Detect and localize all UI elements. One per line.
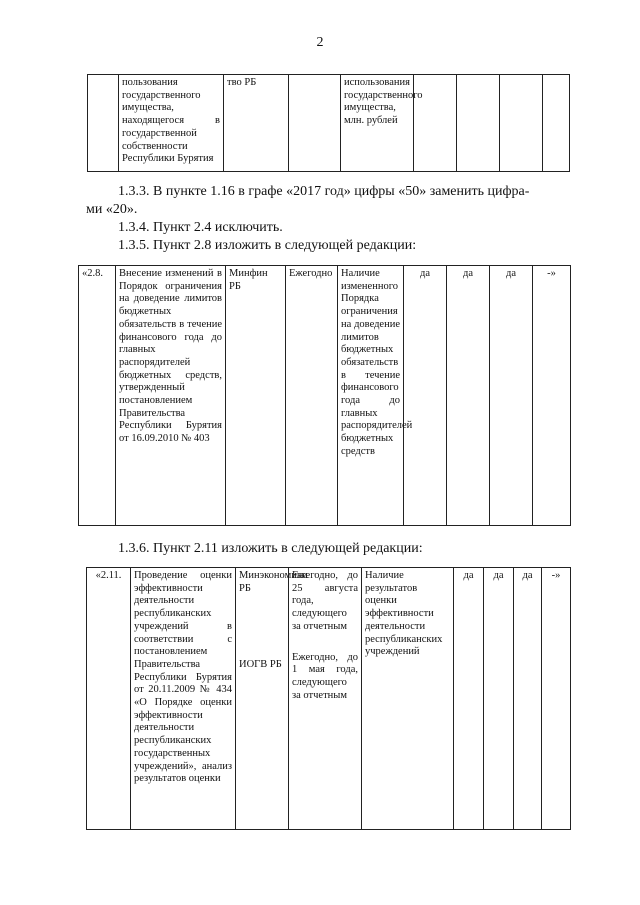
paragraph-1-3-3-line2: ми «20».: [86, 202, 138, 217]
term-primary: Ежегодно, до 25 августа года, следующего за отчетным: [292, 570, 358, 632]
executor-primary: Минэкономики РБ: [239, 570, 308, 594]
page-number: 2: [316, 35, 324, 50]
cell-executor: Минфин РБ: [226, 266, 286, 526]
paragraph-1-3-6: 1.3.6. Пункт 2.11 изложить в следующей редакции:: [118, 541, 423, 556]
cell-value-2: да: [447, 266, 490, 526]
cell-name: Проведение оценки эффективности деятельности республиканских учреждений в соответствии с постановлением Правительства Республики Бурятия от 20.11.2009 № 434 «О Порядке оценки эффективности деятельности республиканских государственных учреждений», анализ результатов оценки: [131, 568, 236, 830]
cell-name: Внесение изменений в Порядок ограничения на доведение лимитов бюджетных обязательств в течение финансового года до главных распорядителей бюджетных средств, утвержденный постановлением Правительства Республики Бурятия от 16.09.2010 № 403: [116, 266, 226, 526]
cell-value-1: да: [404, 266, 447, 526]
cell-indicator: Наличие измененного Порядка ограничения на доведение лимитов бюджетных обязательств в течение финансового года до главных распорядителей бюджетных средств: [338, 266, 404, 526]
paragraph-1-3-5: 1.3.5. Пункт 2.8 изложить в следующей редакции:: [118, 238, 417, 253]
cell-executor: [236, 568, 308, 830]
cell-value-3: да: [514, 568, 542, 830]
paragraph-1-3-4: 1.3.4. Пункт 2.4 исключить.: [118, 220, 283, 235]
cell-value-3: да: [490, 266, 533, 526]
term-secondary: Ежегодно, до 1 мая года, следующего за отчетным: [292, 651, 358, 701]
cell-value-1: да: [454, 568, 484, 830]
cell-value-3: [500, 75, 543, 172]
cell-term: [289, 75, 341, 172]
table-row: [79, 266, 571, 526]
table-row: [87, 568, 571, 830]
cell-end: [543, 75, 570, 172]
cell-num: «2.8.: [79, 266, 116, 526]
cell-end: -»: [533, 266, 571, 526]
table-row: [88, 75, 570, 172]
cell-num: «2.11.: [87, 568, 131, 830]
table-fragment-top: [87, 74, 570, 172]
cell-value-2: [457, 75, 500, 172]
executor-secondary: ИОГВ РБ: [239, 659, 282, 671]
table-item-2-8: [78, 265, 571, 526]
cell-value-2: да: [484, 568, 514, 830]
cell-num: [88, 75, 119, 172]
cell-end: -»: [542, 568, 571, 830]
table-item-2-11: [86, 567, 571, 830]
cell-term: Ежегодно: [286, 266, 338, 526]
cell-name: пользования государственного имущества, находящегося в государственной собственности Республики Бурятия: [119, 75, 224, 172]
cell-spacer: [239, 595, 285, 659]
cell-indicator: использования государственного имущества, млн. рублей: [341, 75, 414, 172]
cell-term: [289, 568, 362, 830]
cell-executor: тво РБ: [224, 75, 289, 172]
paragraph-1-3-3-line1: 1.3.3. В пункте 1.16 в графе «2017 год» цифры «50» заменить цифра-: [118, 184, 530, 199]
cell-indicator: Наличие результатов оценки эффективности деятельности республиканских учреждений: [362, 568, 454, 830]
cell-spacer: [292, 634, 358, 652]
